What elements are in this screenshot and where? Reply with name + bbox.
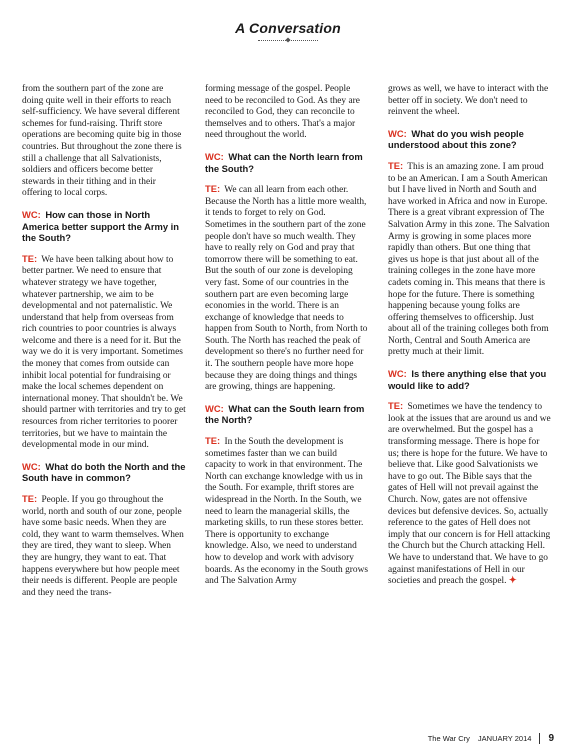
footer-divider — [539, 733, 540, 744]
issue-date: JANUARY 2014 — [477, 734, 532, 743]
paragraph: grows as well, we have to interact with the better off in society. We don't need to reinvent the wheel. — [388, 84, 549, 118]
speaker-label-wc: WC: — [22, 208, 41, 220]
speaker-label-wc: WC: — [205, 150, 224, 162]
question-text: How can those in North America better support the Army in the South? — [22, 208, 179, 244]
answer-text: In the South the development is sometimes faster than we can build capacity to work in that environment. The North can exchange knowledge with us in the South. For example, thrift stores are widespread in the North. In the South, we need to learn the managerial skills, the marketing skills, to run these stores better. There is opportunity to exchange knowledge. Also, we need to understand how to develop and work with advisory boards. As the economy in the South grows and The Salvation Army — [205, 437, 369, 587]
answer-text: People. If you go throughout the world, north and south of our zone, people have some basic needs. When they are cold, they want to warm themselves. When they are tired, they want to sleep. When they are hungry, they want to eat. That happens everywhere but how people meet their needs is different. People are people and they need the trans- — [22, 495, 184, 598]
speaker-label-te: TE: — [22, 252, 38, 264]
question — [22, 209, 186, 244]
answer — [388, 400, 552, 588]
article-body — [22, 84, 552, 694]
question — [205, 151, 369, 174]
speaker-label-te: TE: — [388, 400, 404, 412]
answer — [205, 183, 369, 394]
question-text: What can the South learn from the North? — [205, 402, 365, 426]
speaker-label-te: TE: — [205, 435, 221, 447]
section-header — [0, 20, 576, 43]
answer — [22, 493, 186, 599]
speaker-label-te: TE: — [388, 159, 404, 171]
answer-text: This is an amazing zone. I am proud to be an American. I am a South American but I have lived in North and South and have worked in Africa and now in Europe. There is a great vibrant expression of The Salvation Army in this zone. The Salvation Army is growing in some places more rapidly than others. But one thing that gives us hope is that just about all of the training colleges in the zone have more cadets coming in. This means that there is hope for the future. There is something happening because young folks are offering themselves to officership. Just about all of the training colleges both from North, Central and South America are pretty much at their limit. — [388, 161, 550, 358]
page-footer — [428, 733, 554, 744]
end-mark-icon: ✦ — [508, 576, 517, 587]
column-2 — [205, 84, 369, 694]
paragraph: forming message of the gospel. People need to be reconciled to God. As they are reconciled to God, they can reconcile to themselves and to others. That's a major need throughout the world. — [205, 84, 360, 141]
question — [22, 461, 186, 484]
speaker-label-wc: WC: — [388, 127, 407, 139]
answer-text: We have been talking about how to better partner. We need to ensure that whatever strategy we have together, whatever partnership, we aim to be developmental and not paternalistic. We understand that help from overseas from rich countries to poor countries is always welcome and there is a need for it. But the way we do it is very important. Sometimes the money that comes from outside can inhibit local potential for fundraising or make the local schemes dependent on international money. That shouldn't be. We should partner with territories and try to get resources from richer territories to poorer territories, but we have to maintain the developmental mode in our mind. — [22, 254, 186, 451]
speaker-label-te: TE: — [205, 183, 221, 195]
question — [388, 128, 552, 151]
question-text: What do you wish people understood about this zone? — [388, 127, 524, 151]
publication-name: The War Cry — [427, 734, 470, 743]
section-title: A Conversation — [235, 20, 341, 36]
column-1 — [22, 84, 186, 694]
question-text: What can the North learn from the South? — [205, 150, 363, 174]
answer-text: Sometimes we have the tendency to look at the issues that are around us and we are overwhelmed. But the gospel has a transforming message. There is hope for us; there is hope for the future. We have to believe that. Like good Salvationists we have to go out. The Bible says that the gates of Hell will not prevail against the Church. Now, gates are not offensive devices but defensive devices. So, actually reference to the gates of Hell does not imply that our concern is for Hell attacking the Church but the Church attacking Hell. We have to understand that. We have to go against manifestations of Hell in our societies and preach the gospel. — [388, 402, 551, 587]
column-3 — [388, 84, 552, 694]
question — [388, 368, 552, 391]
speaker-label-wc: WC: — [205, 402, 224, 414]
answer — [205, 435, 369, 588]
speaker-label-wc: WC: — [22, 460, 41, 472]
answer-text: We can all learn from each other. Because the North has a little more wealth, it tends to forget to rely on God. Sometimes in the southern part of the zone people don't have so much wealth. They have to really rely on God and pray that tomorrow there will be something to eat. But the south of our zone is developing very fast. Some of our countries in the southern part are even becoming large economies in the world. There is an exchange of knowledge that needs to happen from South to North, from North to South. The North has reached the peak of development so there's no further need for it. The southern people have more hope because they are doing things and things are growing, things are happening. — [205, 185, 368, 393]
ornament-divider — [258, 37, 318, 43]
question-text: Is there anything else that you would like to add? — [388, 368, 547, 391]
paragraph: from the southern part of the zone are doing quite well in their efforts to reach self-sufficiency. We have several different schemes for fund-raising. Thrift store operations are becoming quite big in those countries. But throughout the zone there is still a challenge that all Salvationists, soldiers and officers become better stewards in their tithing and in their offering to local corps. — [22, 84, 182, 199]
answer — [22, 253, 186, 452]
question-text: What do both the North and the South have in common? — [22, 460, 186, 484]
speaker-label-te: TE: — [22, 493, 38, 504]
page-number: 9 — [548, 733, 554, 744]
answer — [388, 160, 552, 359]
speaker-label-wc: WC: — [388, 368, 407, 380]
question — [205, 403, 369, 426]
